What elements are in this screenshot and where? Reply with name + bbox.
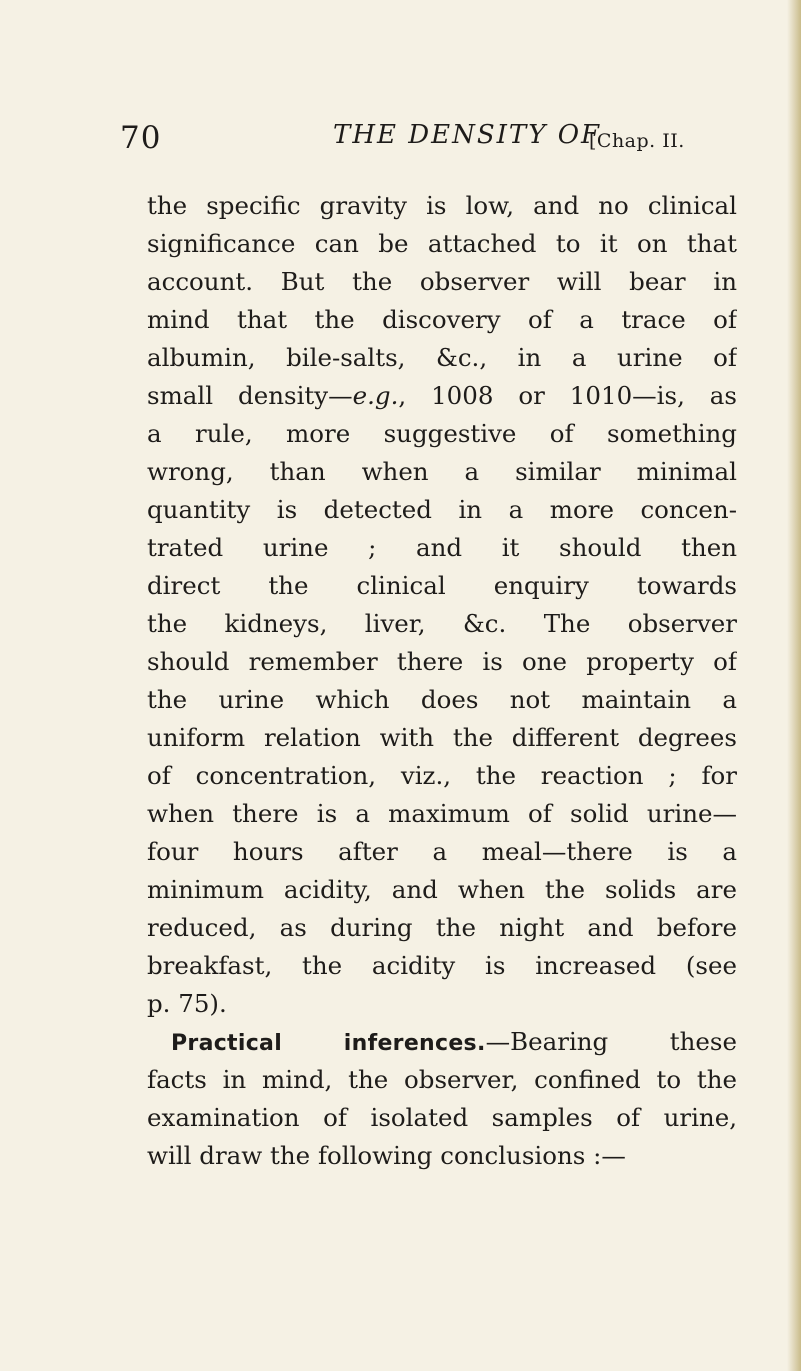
text-line: reduced, as during the night and before	[147, 913, 737, 942]
section-heading-line	[147, 1023, 737, 1061]
text-line: the urine which does not maintain a	[147, 685, 737, 714]
text-line: the kidneys, liver, &c. The observer	[147, 609, 737, 638]
section-heading: Practical inferences.	[171, 1031, 486, 1056]
text-line: albumin, bile-salts, &c., in a urine of	[147, 343, 737, 372]
text-line: of concentration, viz., the reaction ; for	[147, 761, 737, 790]
text-fragment: , 1008 or 1010—is, as	[398, 381, 737, 410]
text-fragment: small density—	[147, 381, 353, 410]
text-line: direct the clinical enquiry towards	[147, 571, 737, 600]
text-line: four hours after a meal—there is a	[147, 837, 737, 866]
page-number: 70	[120, 120, 162, 156]
chapter-label: [Chap. II.	[589, 130, 685, 152]
text-line: will draw the following conclusions :—	[147, 1141, 626, 1170]
text-line: when there is a maximum of solid urine—	[147, 799, 737, 828]
page-edge	[787, 0, 801, 1371]
text-line: facts in mind, the observer, confined to the	[147, 1065, 737, 1094]
text-line: should remember there is one property of	[147, 647, 737, 676]
text-line	[147, 377, 737, 415]
text-line: minimum acidity, and when the solids are	[147, 875, 737, 904]
text-line: the specific gravity is low, and no clinical	[147, 191, 737, 220]
text-line: breakfast, the acidity is increased (see	[147, 951, 737, 980]
text-line: trated urine ; and it should then	[147, 533, 737, 562]
running-title: THE DENSITY OF	[333, 120, 602, 150]
text-line: examination of isolated samples of urine,	[147, 1103, 737, 1132]
text-line: significance can be attached to it on that	[147, 229, 737, 258]
italic-abbreviation: e.g.	[352, 381, 399, 410]
text-line: p. 75).	[147, 989, 227, 1018]
text-line: mind that the discovery of a trace of	[147, 305, 737, 334]
text-fragment: —Bearing these	[485, 1027, 737, 1056]
text-line: quantity is detected in a more concen-	[147, 495, 737, 524]
text-line: uniform relation with the different degrees	[147, 723, 737, 752]
running-header	[120, 118, 740, 158]
text-line: a rule, more suggestive of something	[147, 419, 737, 448]
text-line: account. But the observer will bear in	[147, 267, 737, 296]
body-text	[147, 187, 737, 1175]
text-line: wrong, than when a similar minimal	[147, 457, 737, 486]
